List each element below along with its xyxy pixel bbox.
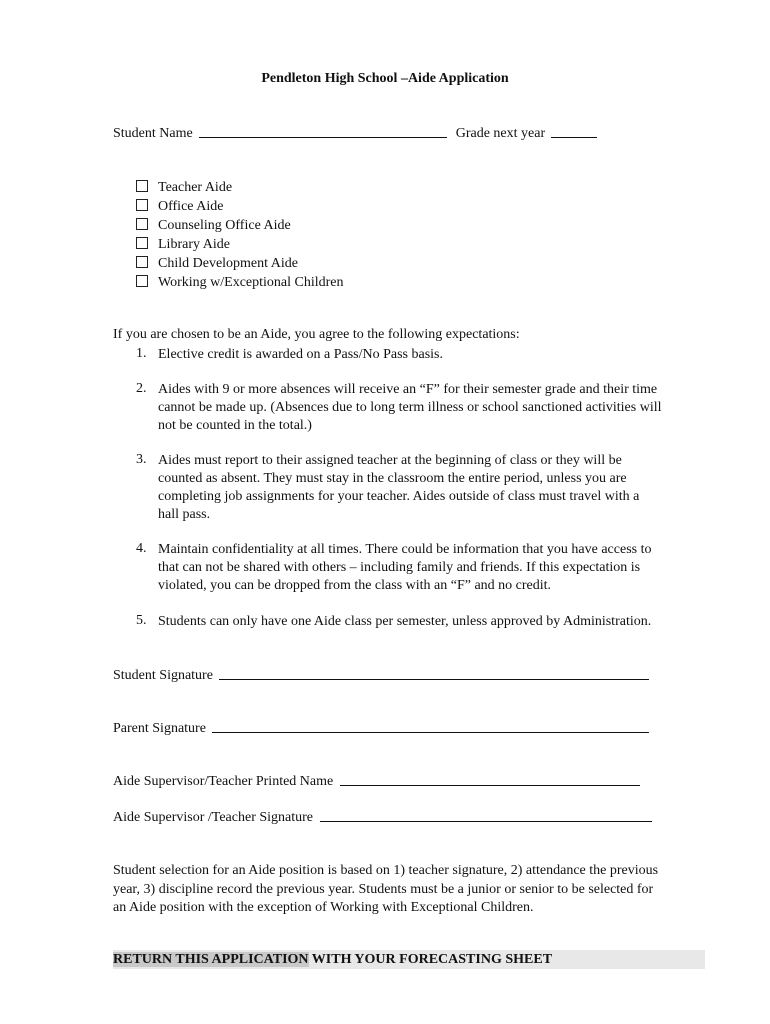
supervisor-printed-name-field[interactable] [340, 773, 640, 786]
aide-option-label: Counseling Office Aide [158, 218, 291, 233]
parent-signature-field[interactable] [212, 720, 649, 733]
aide-option-label: Library Aide [158, 237, 230, 252]
aide-option[interactable] [136, 254, 344, 273]
page-title: Pendleton High School –Aide Application [261, 71, 509, 86]
checkbox-icon[interactable] [136, 275, 148, 287]
supervisor-printed-name-row [113, 773, 640, 790]
supervisor-printed-name-label: Aide Supervisor/Teacher Printed Name [113, 774, 334, 789]
expectation-text: Elective credit is awarded on a Pass/No Pass basis. [158, 347, 443, 362]
parent-signature-label: Parent Signature [113, 721, 206, 736]
expectation-number: 1. [136, 346, 147, 361]
expectation-text: Aides with 9 or more absences will receive an “F” for their semester grade and their time cannot be made up. (Absences due to long term illness or school sanctioned activities will not be counted in the total.) [158, 382, 662, 433]
student-name-row [113, 125, 597, 142]
expectation-text: Students can only have one Aide class per semester, unless approved by Administration. [158, 614, 652, 629]
aide-option-label: Working w/Exceptional Children [158, 275, 344, 290]
checkbox-icon[interactable] [136, 199, 148, 211]
aide-option-label: Teacher Aide [158, 180, 233, 195]
selection-note: Student selection for an Aide position is based on 1) teacher signature, 2) attendance the previous year, 3) discipline record the previous year. Students must be a junior or senior to be selected for an Aide position with the exception of Working with Exceptional Children. [113, 863, 659, 915]
supervisor-signature-field[interactable] [320, 809, 652, 822]
grade-field[interactable] [551, 125, 597, 138]
expectation-number: 4. [136, 541, 147, 556]
expectation-text: Maintain confidentiality at all times. There could be information that you have access to that can not be shared with others – including family and friends. If this expectation is violated, you can be dropped from the class with an “F” and no credit. [158, 542, 652, 593]
checkbox-icon[interactable] [136, 218, 148, 230]
aide-type-checklist [136, 178, 344, 292]
student-name-label: Student Name [113, 126, 193, 141]
aide-option[interactable] [136, 178, 344, 197]
aide-option[interactable] [136, 216, 344, 235]
return-instructions-highlight: RETURN THIS APPLICATION [113, 952, 309, 967]
expectation-number: 2. [136, 381, 147, 396]
supervisor-signature-row [113, 809, 652, 826]
supervisor-signature-label: Aide Supervisor /Teacher Signature [113, 810, 314, 825]
aide-option[interactable] [136, 197, 344, 216]
student-signature-row [113, 667, 649, 684]
return-instructions-rest: WITH YOUR FORECASTING SHEET [308, 952, 553, 967]
student-name-field[interactable] [199, 125, 447, 138]
expectation-number: 5. [136, 613, 147, 628]
grade-label: Grade next year [455, 126, 546, 141]
expectations-intro: If you are chosen to be an Aide, you agree to the following expectations: [113, 327, 520, 342]
parent-signature-row [113, 720, 649, 737]
aide-option-label: Child Development Aide [158, 256, 298, 271]
checkbox-icon[interactable] [136, 237, 148, 249]
aide-option[interactable] [136, 235, 344, 254]
expectation-number: 3. [136, 452, 147, 467]
student-signature-field[interactable] [219, 667, 649, 680]
expectation-text: Aides must report to their assigned teacher at the beginning of class or they will be counted as absent. They must stay in the classroom the entire period, unless you are completing job assignments for your teacher. Aides outside of class must travel with a hall pass. [158, 453, 640, 522]
return-instructions [113, 950, 705, 969]
checkbox-icon[interactable] [136, 256, 148, 268]
aide-option-label: Office Aide [158, 199, 224, 214]
student-signature-label: Student Signature [113, 668, 213, 683]
checkbox-icon[interactable] [136, 180, 148, 192]
aide-option[interactable] [136, 273, 344, 292]
